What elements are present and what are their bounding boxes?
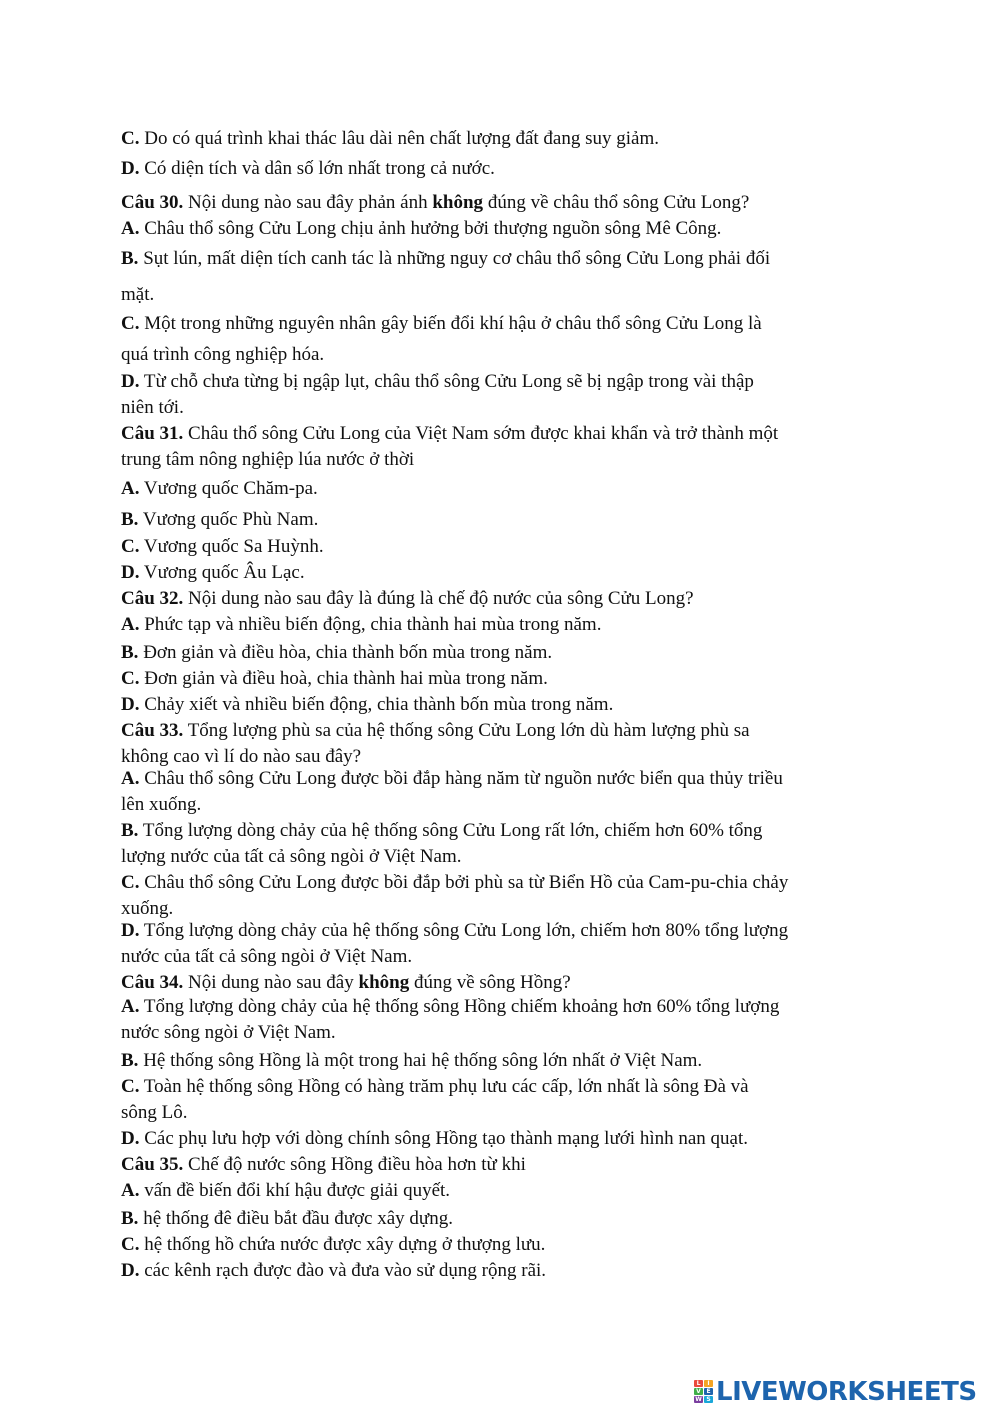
line-text: Châu thổ sông Cửu Long chịu ảnh hưởng bởi thượng nguồn sông Mê Công. — [139, 218, 722, 239]
option-letter: C. — [121, 668, 140, 689]
line-continuation — [121, 284, 154, 306]
line-text: Chế độ nước sông Hồng điều hòa hơn từ khi — [183, 1154, 526, 1175]
line-text: Tổng lượng dòng chảy của hệ thống sông Cửu Long rất lớn, chiếm hơn 60% tổng — [138, 820, 763, 841]
line-continuation — [121, 1102, 188, 1124]
option-letter: A. — [121, 614, 140, 635]
line-a — [121, 1180, 450, 1202]
line-text: Vương quốc Sa Huỳnh. — [139, 536, 324, 557]
option-letter: C. — [121, 872, 140, 893]
option-letter: B. — [121, 509, 139, 530]
logo-icon-cell: S — [704, 1396, 713, 1403]
line-a — [121, 768, 783, 790]
line-b — [121, 1208, 453, 1230]
line-text: Châu thổ sông Cửu Long của Việt Nam sớm được khai khẩn và trở thành một — [183, 423, 779, 444]
line-text: không cao vì lí do nào sau đây? — [121, 746, 362, 767]
option-letter: B. — [121, 1050, 139, 1071]
line-text: Các phụ lưu hợp với dòng chính sông Hồng tạo thành mạng lưới hình nan quạt. — [139, 1128, 749, 1149]
option-letter: B. — [121, 1208, 139, 1229]
line-text: Tổng lượng dòng chảy của hệ thống sông Cửu Long lớn, chiếm hơn 80% tổng lượng — [139, 920, 789, 941]
option-letter: A. — [121, 1180, 140, 1201]
line-text: Tổng lượng phù sa của hệ thống sông Cửu Long lớn dù hàm lượng phù sa — [183, 720, 750, 741]
line-text: hệ thống hồ chứa nước được xây dựng ở thượng lưu. — [139, 1234, 546, 1255]
line-text: niên tới. — [121, 397, 184, 418]
line-b — [121, 642, 552, 664]
line-b — [121, 820, 762, 842]
line-continuation — [121, 898, 173, 920]
option-letter: B. — [121, 642, 139, 663]
logo-icon-cell: I — [704, 1380, 713, 1387]
option-letter: B. — [121, 248, 139, 269]
line-text: Hệ thống sông Hồng là một trong hai hệ thống sông lớn nhất ở Việt Nam. — [138, 1050, 703, 1071]
line-text: Từ chỗ chưa từng bị ngập lụt, châu thổ sông Cửu Long sẽ bị ngập trong vài thập — [139, 371, 754, 392]
line-a — [121, 218, 721, 240]
line-text-after: đúng về sông Hồng? — [409, 972, 571, 993]
line-d — [121, 1260, 546, 1282]
line-d — [121, 1128, 748, 1150]
line-c — [121, 1076, 749, 1098]
line-text-after: đúng về châu thổ sông Cửu Long? — [483, 192, 750, 213]
line-text: Một trong những nguyên nhân gây biến đổi khí hậu ở châu thổ sông Cửu Long là — [139, 313, 762, 334]
option-letter: C. — [121, 536, 140, 557]
option-letter: A. — [121, 768, 140, 789]
line-continuation — [121, 344, 324, 366]
line-text: vấn đề biến đổi khí hậu được giải quyết. — [139, 1180, 451, 1201]
line-text: nước của tất cả sông ngòi ở Việt Nam. — [121, 946, 413, 967]
question-number: Câu 32. — [121, 588, 184, 609]
option-letter: C. — [121, 128, 140, 149]
question-number: Câu 31. — [121, 423, 184, 444]
line-text: hệ thống đê điều bắt đầu được xây dựng. — [138, 1208, 453, 1229]
line-text: Nội dung nào sau đây — [183, 972, 359, 993]
option-letter: D. — [121, 562, 140, 583]
line-text: Vương quốc Chăm-pa. — [139, 478, 318, 499]
option-letter: D. — [121, 1128, 140, 1149]
line-text: sông Lô. — [121, 1102, 188, 1123]
line-text: Toàn hệ thống sông Hồng có hàng trăm phụ lưu các cấp, lớn nhất là sông Đà và — [139, 1076, 749, 1097]
line-text: Do có quá trình khai thác lâu dài nên chất lượng đất đang suy giảm. — [139, 128, 659, 149]
line-a — [121, 614, 601, 636]
option-letter: A. — [121, 996, 140, 1017]
line-cu35 — [121, 1154, 526, 1176]
line-text: Châu thổ sông Cửu Long được bồi đắp hàng năm từ nguồn nước biển qua thủy triều — [139, 768, 783, 789]
line-cu33 — [121, 720, 750, 742]
line-text: Vương quốc Âu Lạc. — [139, 562, 305, 583]
line-text: Đơn giản và điều hòa, chia thành bốn mùa trong năm. — [138, 642, 553, 663]
option-letter: C. — [121, 313, 140, 334]
question-number: Câu 35. — [121, 1154, 184, 1175]
line-c — [121, 872, 788, 894]
line-text: lượng nước của tất cả sông ngòi ở Việt Nam. — [121, 846, 462, 867]
logo-icon-cell: E — [704, 1388, 713, 1395]
line-text: Châu thổ sông Cửu Long được bồi đắp bởi phù sa từ Biển Hồ của Cam-pu-chia chảy — [139, 872, 789, 893]
line-c — [121, 668, 548, 690]
line-d — [121, 371, 754, 393]
question-number: Câu 30. — [121, 192, 184, 213]
line-continuation — [121, 946, 412, 968]
line-c — [121, 313, 762, 335]
line-text: Nội dung nào sau đây phản ánh — [183, 192, 433, 213]
logo-icon-cell: L — [694, 1380, 703, 1387]
question-number: Câu 34. — [121, 972, 184, 993]
line-text: Đơn giản và điều hoà, chia thành hai mùa trong năm. — [139, 668, 548, 689]
logo-icon-cell: V — [694, 1388, 703, 1395]
line-cu31 — [121, 423, 778, 445]
line-continuation — [121, 1022, 336, 1044]
line-d — [121, 920, 788, 942]
option-letter: A. — [121, 478, 140, 499]
line-cu30 — [121, 192, 749, 214]
line-text: Nội dung nào sau đây là đúng là chế độ nước của sông Cửu Long? — [183, 588, 694, 609]
option-letter: D. — [121, 158, 140, 179]
liveworksheets-logo-icon — [694, 1380, 714, 1404]
line-text: trung tâm nông nghiệp lúa nước ở thời — [121, 449, 415, 470]
option-letter: A. — [121, 218, 140, 239]
line-continuation — [121, 397, 184, 419]
line-text: Chảy xiết và nhiều biến động, chia thành bốn mùa trong năm. — [139, 694, 614, 715]
line-continuation — [121, 846, 462, 868]
line-continuation — [121, 794, 201, 816]
line-text: quá trình công nghiệp hóa. — [121, 344, 325, 365]
option-letter: D. — [121, 371, 140, 392]
line-c — [121, 128, 659, 150]
emphasis-text: không — [432, 192, 484, 213]
option-letter: C. — [121, 1234, 140, 1255]
option-letter: D. — [121, 694, 140, 715]
logo-text: LIVEWORKSHEETS — [716, 1377, 977, 1407]
option-letter: D. — [121, 920, 140, 941]
line-d — [121, 694, 613, 716]
line-a — [121, 996, 779, 1018]
line-continuation — [121, 449, 414, 471]
line-a — [121, 478, 318, 500]
line-b — [121, 248, 770, 270]
line-text: Có diện tích và dân số lớn nhất trong cả nước. — [139, 158, 495, 179]
line-c — [121, 1234, 545, 1256]
option-letter: D. — [121, 1260, 140, 1281]
line-b — [121, 509, 318, 531]
option-letter: C. — [121, 1076, 140, 1097]
option-letter: B. — [121, 820, 139, 841]
line-c — [121, 536, 324, 558]
line-d — [121, 562, 305, 584]
logo-icon-cell: W — [695, 1396, 702, 1403]
line-text: lên xuống. — [121, 794, 202, 815]
line-text: xuống. — [121, 898, 174, 919]
line-d — [121, 158, 495, 180]
line-text: Phức tạp và nhiều biến động, chia thành hai mùa trong năm. — [139, 614, 602, 635]
line-text: Sụt lún, mất diện tích canh tác là những nguy cơ châu thổ sông Cửu Long phải đối — [138, 248, 771, 269]
line-text: Vương quốc Phù Nam. — [138, 509, 319, 530]
liveworksheets-logo[interactable] — [694, 1376, 977, 1408]
line-cu32 — [121, 588, 694, 610]
line-text: Tổng lượng dòng chảy của hệ thống sông Hồng chiếm khoảng hơn 60% tổng lượng — [139, 996, 780, 1017]
line-cu34 — [121, 972, 571, 994]
emphasis-text: không — [358, 972, 410, 993]
line-b — [121, 1050, 702, 1072]
line-text: mặt. — [121, 284, 155, 305]
question-number: Câu 33. — [121, 720, 184, 741]
line-text: nước sông ngòi ở Việt Nam. — [121, 1022, 336, 1043]
line-text: các kênh rạch được đào và đưa vào sử dụng rộng rãi. — [139, 1260, 547, 1281]
line-continuation — [121, 746, 361, 768]
